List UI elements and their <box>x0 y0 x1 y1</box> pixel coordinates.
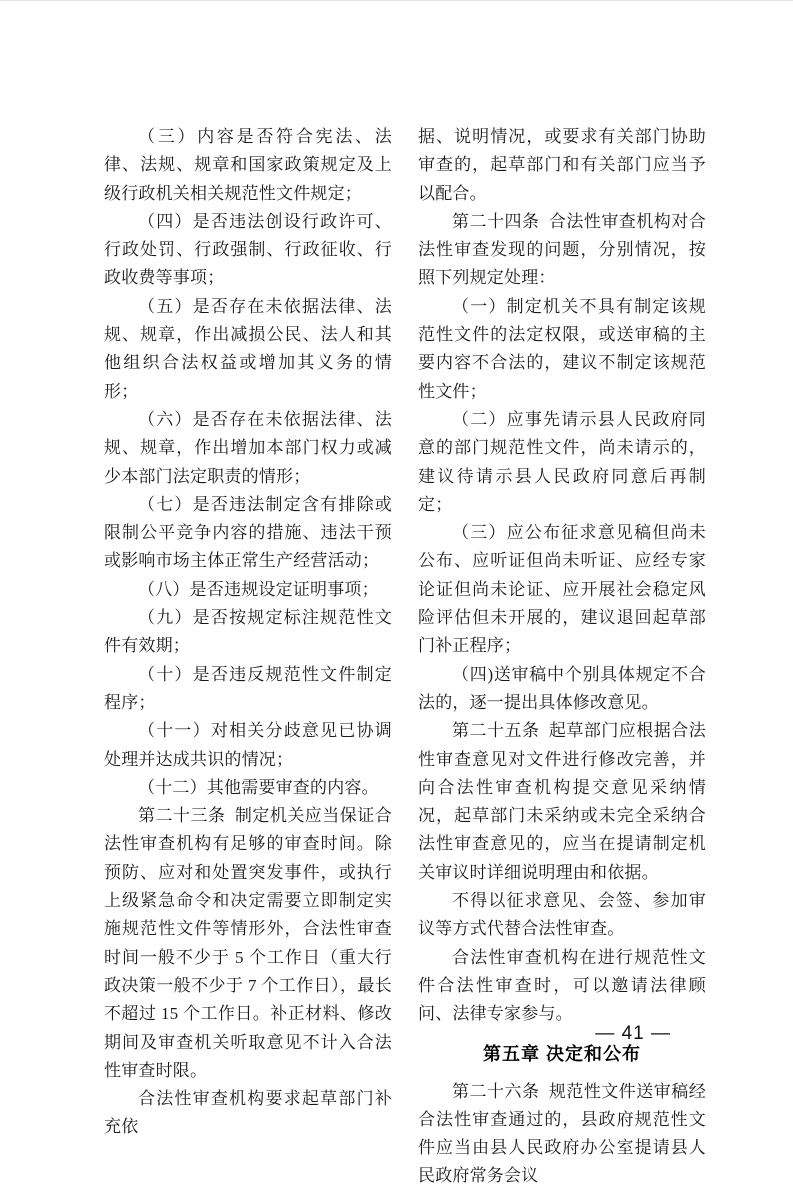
paragraph <box>418 717 706 887</box>
paragraph: （四)送审稿中个别具体规定不合法的，逐一提出具体修改意见。 <box>418 664 706 712</box>
paragraph: 合法性审查机构在进行规范性文件合法性审查时，可以邀请法律顾问、法律专家参与。 <box>418 947 706 1024</box>
paragraph-text: 制定机关应当保证合法性审查机构有足够的审查时间。除预防、应对和处置突发事件，或执行上级紧急命令和决定需要立即制定实施规范性文件等情形外，合法性审查时间一般不少于 5 个工作日（重大行政决策一般不少于 7 个工作日），最长不超过 15 个工作日。补正材料、修改期间及审查机关听取意见不计入合法性审查时限。 <box>104 806 392 1080</box>
paragraph: （十二）其他需要审查的内容。 <box>138 777 379 797</box>
paragraph <box>418 208 706 293</box>
paragraph: （八）是否违规设定证明事项； <box>138 579 379 599</box>
paragraph: （二）应事先请示县人民政府同意的部门规范性文件，尚未请示的，建议待请示县人民政府同意后再制定； <box>418 409 706 514</box>
paragraph-text: 起草部门应根据合法性审查意见对文件进行修改完善，并向合法性审查机构提交意见采纳情况，起草部门未采纳或未完全采纳合法性审查意见的，应当在提请制定机关审议时详细说明理由和依据。 <box>418 721 706 882</box>
paragraph <box>104 802 392 1085</box>
paragraph: （九）是否按规定标注规范性文件有效期； <box>104 608 392 656</box>
paragraph: 据、说明情况，或要求有关部门协助审查的，起草部门和有关部门应当予以配合。 <box>418 127 706 203</box>
article-number: 第二十六条 <box>452 1081 540 1101</box>
chapter-heading: 第五章 决定和公布 <box>482 1043 641 1064</box>
paragraph-text: 合法性审查机构对合法性审查发现的问题，分别情况，按照下列规定处理： <box>418 211 706 288</box>
paragraph: 合法性审查机构要求起草部门补充依 <box>104 1089 392 1137</box>
paragraph: （四）是否违法创设行政许可、行政处罚、行政强制、行政征收、行政收费等事项； <box>104 211 392 288</box>
paragraph: （三）内容是否符合宪法、法律、法规、规章和国家政策规定及上级行政机关相关规范性文件规定； <box>104 127 392 203</box>
paragraph-text: 规范性文件送审稿经合法性审查通过的，县政府规范性文件应当由县人民政府办公室提请县人民政府常务会议 <box>418 1081 706 1186</box>
paragraph: （五）是否存在未依据法律、法规、规章，作出减损公民、法人和其他组织合法权益或增加其义务的情形； <box>104 296 392 401</box>
paragraph: （七）是否违法制定含有排除或限制公平竞争内容的措施、违法干预或影响市场主体正常生产经营活动； <box>104 494 392 571</box>
paragraph: （一）制定机关不具有制定该规范性文件的法定权限，或送审稿的主要内容不合法的，建议不制定该规范性文件； <box>418 296 706 401</box>
article-number: 第二十五条 <box>452 721 540 741</box>
paragraph: （三）应公布征求意见稿但尚未公布、应听证但尚未听证、应经专家论证但尚未论证、应开展社会稳定风险评估但未开展的，建议退回起草部门补正程序； <box>418 523 706 656</box>
page-number: — 41 — <box>595 1023 671 1044</box>
paragraph <box>418 1078 706 1191</box>
paragraph: （十）是否违反规范性文件制定程序； <box>104 664 392 712</box>
column-left <box>104 123 392 1191</box>
article-number: 第二十三条 <box>138 806 226 826</box>
two-column-layout <box>0 1 793 1191</box>
paragraph: 不得以征求意见、会签、参加审议等方式代替合法性审查。 <box>418 891 706 939</box>
article-number: 第二十四条 <box>452 211 540 231</box>
paragraph: （十一）对相关分歧意见已协调处理并达成共识的情况； <box>104 721 392 769</box>
paragraph: （六）是否存在未依据法律、法规、规章，作出增加本部门权力或减少本部门法定职责的情形； <box>104 409 392 486</box>
